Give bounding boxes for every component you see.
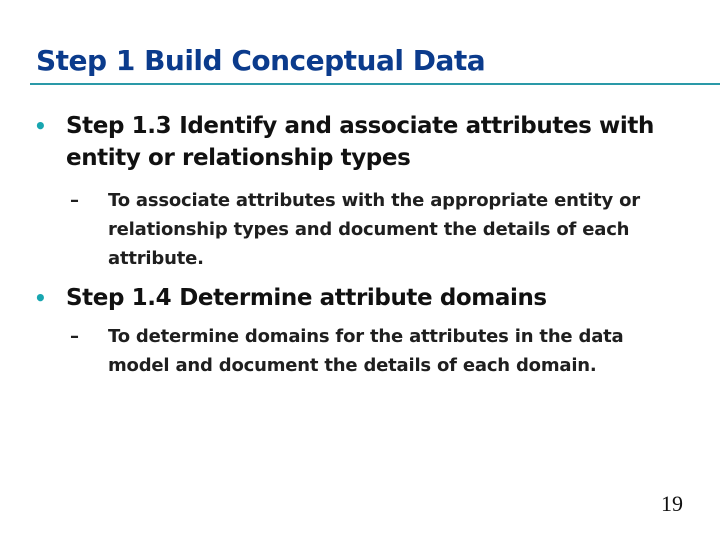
step-number: Step 1.3: [66, 113, 172, 139]
step-heading: Identify and associate attributes with entity or relationship types: [66, 113, 654, 171]
slide-title: Step 1 Build Conceptual Data: [36, 44, 486, 77]
bullet-dot-icon: •: [34, 114, 47, 138]
bullet-dot-icon: •: [34, 286, 47, 310]
dash-icon: –: [70, 190, 79, 211]
sub-bullet-step-1-3: [70, 186, 678, 273]
sub-text: To associate attributes with the appropriate entity or relationship types and document the details of each attribute.: [108, 190, 640, 269]
dash-icon: –: [70, 326, 79, 347]
bullet-step-1-4: [34, 282, 706, 314]
bullet-step-1-3: [34, 110, 706, 174]
sub-bullet-step-1-4: [70, 322, 678, 380]
title-underline: [30, 83, 720, 85]
page-number: 19: [661, 491, 683, 516]
sub-text: To determine domains for the attributes in the data model and document the details of each domain.: [108, 326, 624, 376]
step-number: Step 1.4: [66, 285, 172, 311]
step-heading: Determine attribute domains: [179, 285, 547, 311]
